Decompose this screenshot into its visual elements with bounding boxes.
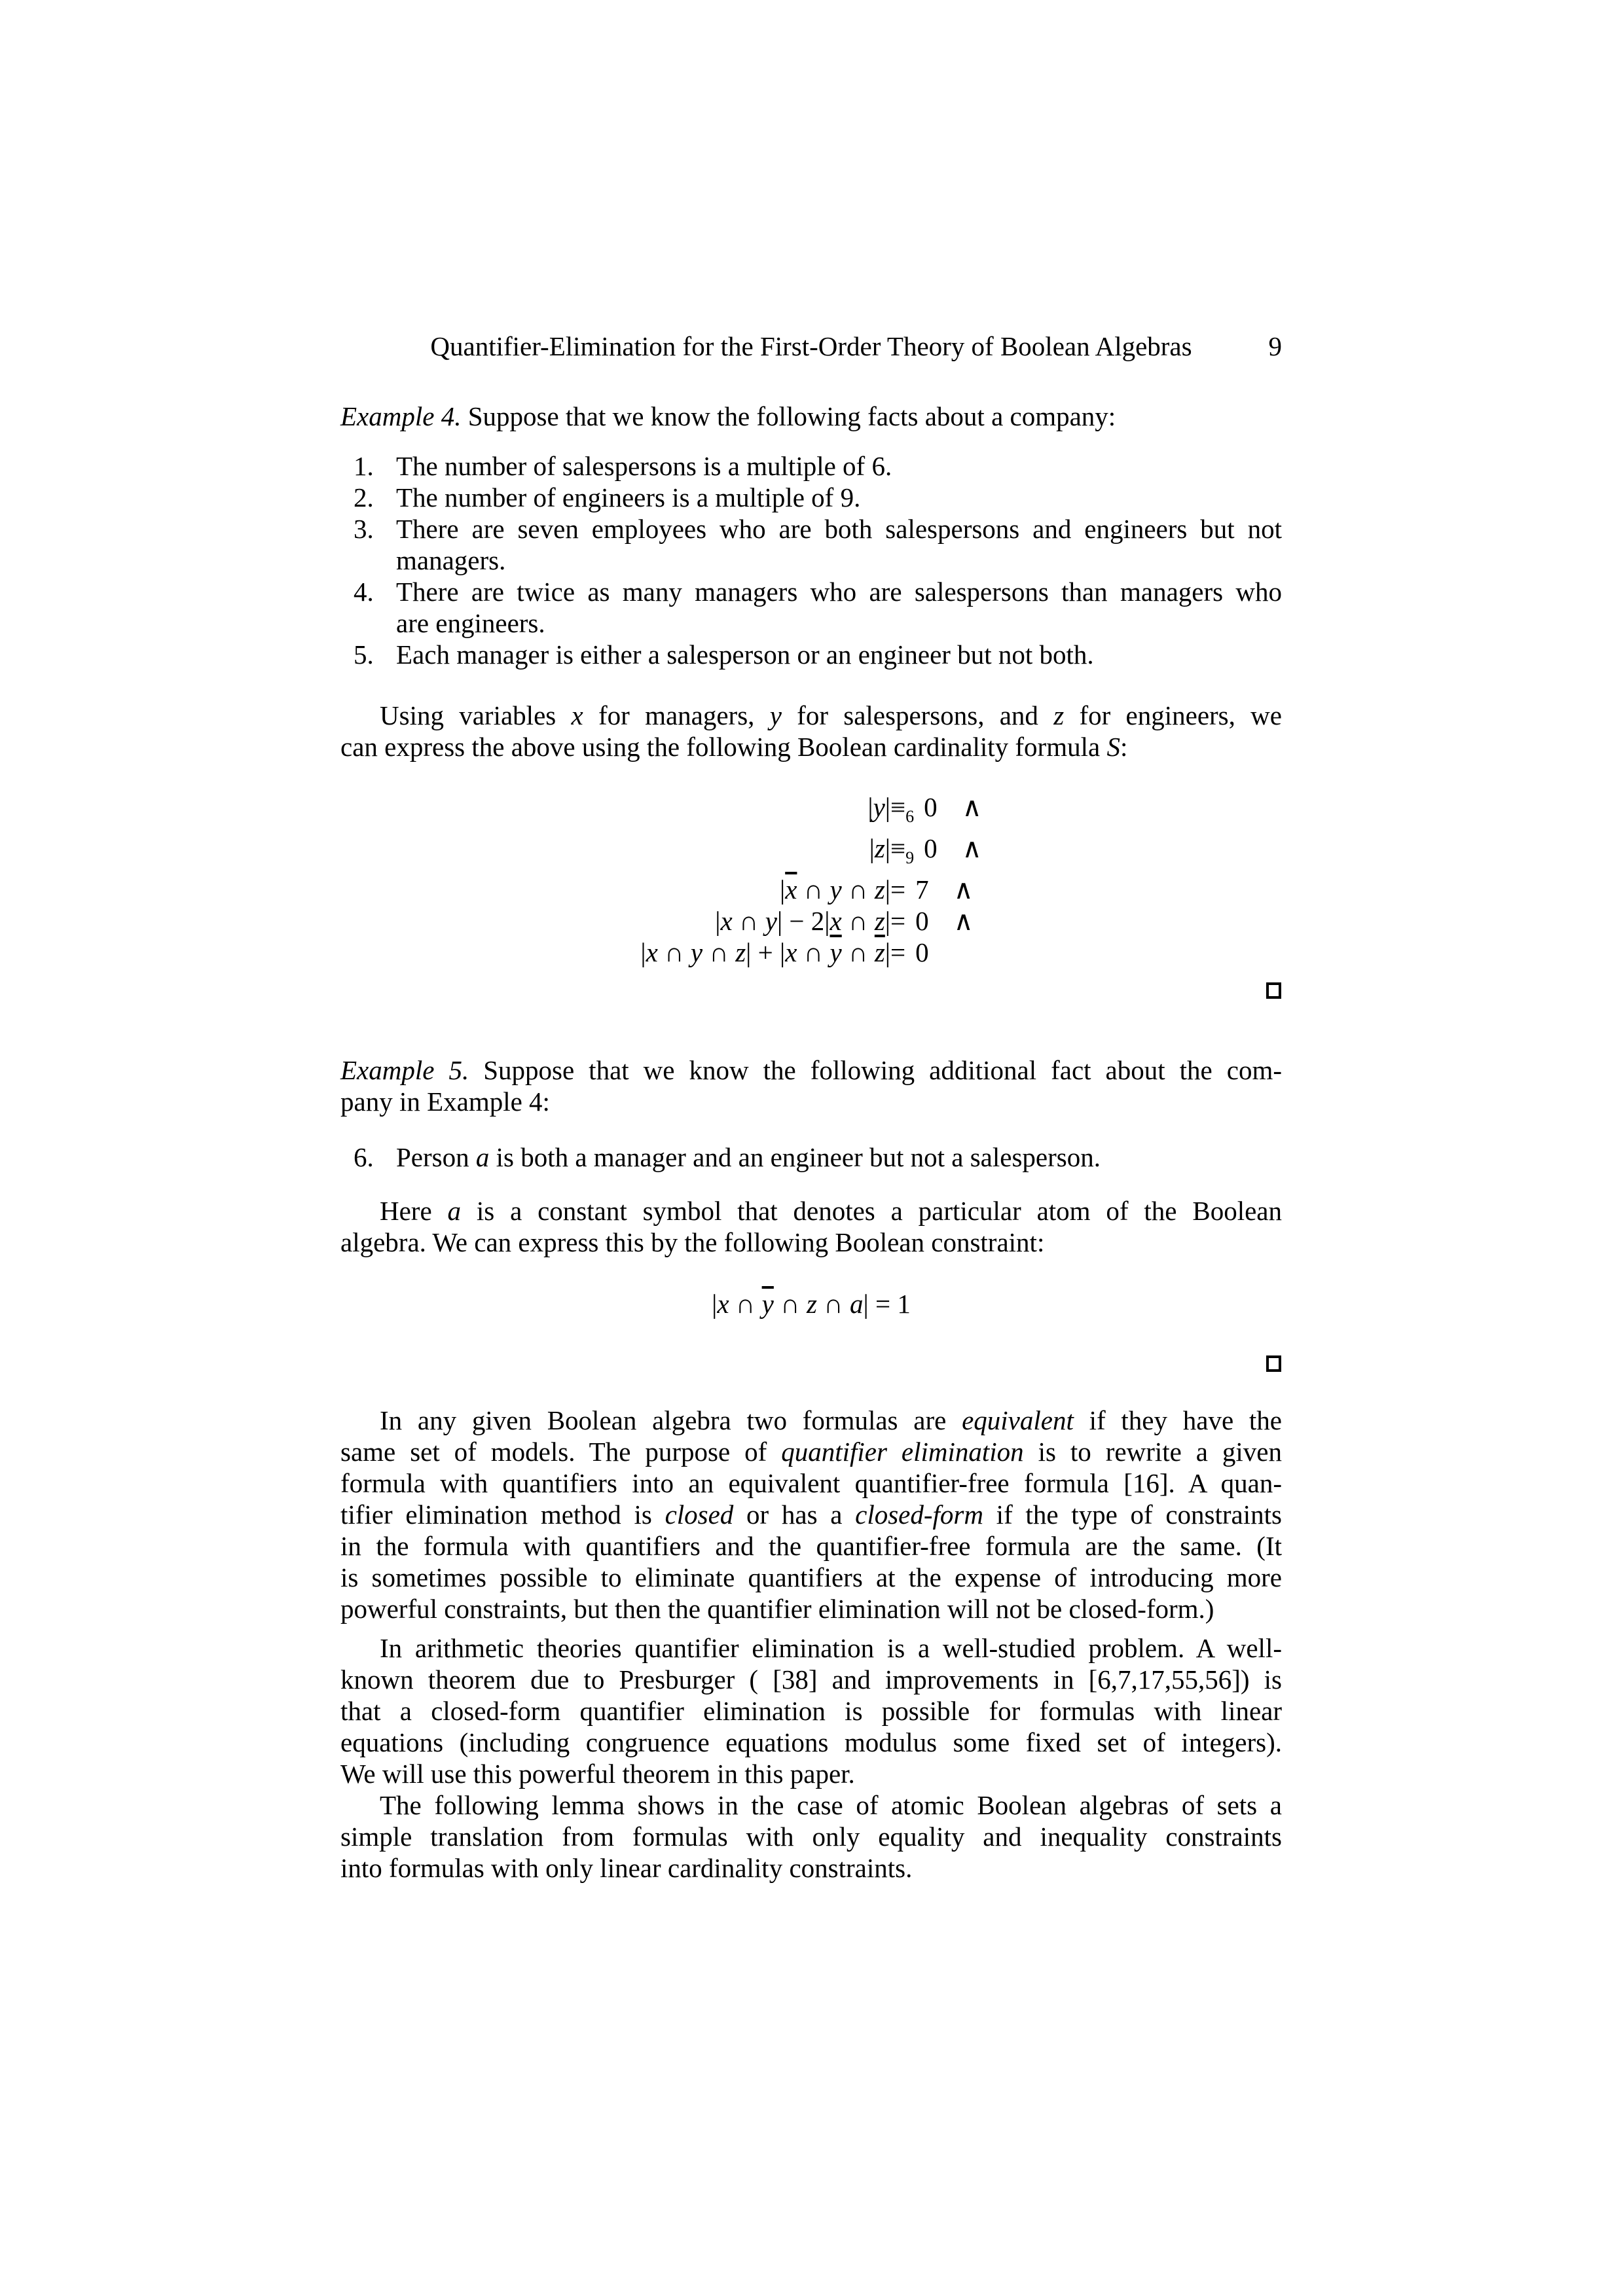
- item-text-continued: managers.: [396, 545, 506, 575]
- congruence-relation: [890, 833, 915, 868]
- equals-value: | = 1: [863, 1289, 911, 1319]
- text-run: if the type of constraints: [983, 1499, 1282, 1530]
- equation-row: [640, 833, 981, 874]
- paragraph-line: is sometimes possible to eliminate quantifiers at the expense of introducing more: [340, 1562, 1282, 1592]
- paragraph-line: [340, 700, 1282, 731]
- list-item: [340, 1141, 1282, 1173]
- conjunction-symbol: ∧: [962, 833, 982, 864]
- paragraph-line: that a closed-form quantifier elimination is possible for formulas with linear: [340, 1696, 1282, 1726]
- intersection-op: ∩: [797, 874, 830, 905]
- math-var: y: [765, 906, 777, 937]
- math-var-bar: $\overline{y}$: [830, 937, 842, 968]
- item-number: 3.: [354, 514, 374, 544]
- item-number: 5.: [354, 639, 374, 670]
- intersection-op: ∩: [841, 874, 875, 905]
- list-item: [340, 482, 1282, 513]
- modulus-subscript: 9: [905, 848, 915, 868]
- math-var: y: [830, 874, 842, 905]
- rhs-value: 0: [915, 906, 929, 937]
- math-var: y: [690, 937, 703, 968]
- equation-lhs: [640, 874, 890, 905]
- math-var-bar: $\overline{x}$: [785, 874, 797, 905]
- equation-lhs: [640, 833, 890, 874]
- math-var: z: [874, 874, 885, 905]
- equation-stack: [640, 791, 981, 968]
- equation-row: [640, 937, 981, 968]
- item-text: Each manager is either a salesperson or an engineer but not both.: [396, 639, 1094, 670]
- congruence-relation: [890, 792, 915, 827]
- equation-rhs: [890, 833, 982, 874]
- math-var: a: [475, 1142, 490, 1172]
- example5-heading-text: Suppose that we know the following additional fact about the com-: [469, 1055, 1282, 1085]
- intersection-op: ∩: [657, 937, 691, 968]
- equation-lhs: [640, 791, 890, 833]
- conjunction-symbol: ∧: [953, 874, 974, 905]
- equation-rhs: [890, 937, 982, 968]
- math-var: x: [646, 937, 658, 968]
- conjunction-symbol: ∧: [962, 792, 982, 822]
- math-var: z: [1053, 700, 1065, 730]
- paragraph-line: [340, 1405, 1282, 1436]
- qed-box: [1266, 1355, 1281, 1372]
- text-run: In any given Boolean algebra two formulas are: [380, 1405, 962, 1435]
- paragraph-using-variables: [340, 700, 1282, 762]
- item-text: [396, 1141, 1282, 1173]
- math-var: z: [735, 937, 746, 968]
- paragraph-line: simple translation from formulas with only equality and inequality constraints: [340, 1821, 1282, 1852]
- relation-symbol: ≡: [890, 833, 906, 864]
- intersection-op: ∩: [841, 937, 875, 968]
- page-number: 9: [1268, 331, 1282, 361]
- math-delim: |: [884, 906, 891, 937]
- item-text: The number of engineers is a multiple of 9.: [396, 482, 861, 512]
- paragraph-line: algebra. We can express this by the following Boolean constraint:: [340, 1227, 1045, 1257]
- math-delim: |: [884, 833, 891, 864]
- example4-list: [340, 450, 1282, 670]
- math-delim: |: [779, 874, 786, 905]
- math-var: x: [785, 937, 797, 968]
- paragraph-line: powerful constraints, but then the quantifier elimination will not be closed-form.): [340, 1594, 1214, 1624]
- paragraph-line: into formulas with only linear cardinality constraints.: [340, 1853, 913, 1883]
- equation-rhs: [890, 791, 982, 833]
- paragraph-presburger: [340, 1632, 1282, 1789]
- paragraph-line: [340, 1499, 1282, 1530]
- emphasized-term: quantifier elimination: [781, 1437, 1024, 1467]
- math-var: S: [1106, 732, 1120, 762]
- text-run: or has a: [733, 1499, 856, 1530]
- paragraph-lemma-intro: [340, 1789, 1282, 1884]
- boolean-constraint-display: [340, 1288, 1282, 1319]
- item-text: There are seven employees who are both salespersons and engineers but not: [396, 514, 1282, 544]
- item-text: The number of salespersons is a multiple of 6.: [396, 451, 892, 481]
- text-run: Here: [380, 1196, 448, 1226]
- equation-row: [640, 905, 981, 937]
- math-delim: |: [867, 792, 873, 822]
- math-var: z: [874, 833, 885, 864]
- text-run: Person: [396, 1142, 476, 1172]
- math-delim: |: [640, 937, 646, 968]
- emphasized-term: closed: [665, 1499, 734, 1530]
- rhs-value: 0: [915, 937, 929, 968]
- equation-row: [640, 874, 981, 905]
- intersection-op: ∩: [841, 906, 875, 937]
- paragraph-line: In arithmetic theories quantifier elimination is a well-studied problem. A well-: [380, 1633, 1282, 1663]
- list-item: [340, 639, 1282, 670]
- item-number: 1.: [354, 451, 374, 481]
- item-number: 6.: [354, 1142, 374, 1172]
- example5-list: [340, 1141, 1282, 1173]
- math-var: y: [873, 792, 885, 822]
- running-header: [340, 331, 1282, 362]
- intersection-op: ∩: [732, 906, 765, 937]
- math-var: x: [720, 906, 733, 937]
- item-text-continued: are engineers.: [396, 608, 545, 638]
- math-var: a: [447, 1196, 462, 1226]
- text-run: is both a manager and an engineer but not a salesperson.: [489, 1142, 1101, 1172]
- text-run: Using variables: [380, 700, 572, 730]
- math-var: z: [806, 1289, 817, 1319]
- paragraph-line: We will use this powerful theorem in this paper.: [340, 1759, 855, 1789]
- text-run: is to rewrite a given: [1023, 1437, 1283, 1467]
- math-var: a: [850, 1289, 864, 1319]
- math-delim: |: [712, 1289, 718, 1319]
- text-run: tifier elimination method is: [340, 1499, 665, 1530]
- equation-lhs: [640, 937, 890, 968]
- example4-heading: [340, 401, 1282, 432]
- paragraph-line: known theorem due to Presburger ( [38] and improvements in [6,7,17,55,56]) is: [340, 1664, 1282, 1695]
- example5-label: Example 5.: [340, 1055, 469, 1085]
- math-var: y: [769, 700, 782, 730]
- list-item: [340, 513, 1282, 576]
- qed-box: [1266, 982, 1281, 999]
- paragraph-here-constant: [340, 1195, 1282, 1258]
- intersection-op: ∩: [702, 937, 736, 968]
- math-delim: |: [884, 792, 891, 822]
- math-var: x: [830, 906, 842, 937]
- text-run: can express the above using the following Boolean cardinality formula: [340, 732, 1107, 762]
- math-var: x: [571, 700, 583, 730]
- paragraph-line: formula with quantifiers into an equivalent quantifier-free formula [16]. A quan-: [340, 1468, 1282, 1498]
- rhs-value: 7: [915, 874, 929, 905]
- paragraph-line: in the formula with quantifiers and the quantifier-free formula are the same. (It: [340, 1531, 1282, 1561]
- text-run: same set of models. The purpose of: [340, 1437, 782, 1467]
- cardinality-formula-display: [340, 791, 1282, 968]
- math-delim: |: [884, 937, 891, 968]
- emphasized-term: closed-form: [855, 1499, 983, 1530]
- relation-symbol: =: [890, 874, 906, 905]
- equation-rhs: [890, 874, 982, 905]
- item-number: 2.: [354, 482, 374, 512]
- intersection-op: ∩: [797, 937, 830, 968]
- plus-delim: | + |: [746, 937, 786, 968]
- item-number: 4.: [354, 577, 374, 607]
- paragraph-line: [340, 731, 1282, 762]
- paragraph-line: [340, 1436, 1282, 1467]
- paragraph-equivalence: [340, 1405, 1282, 1624]
- equation-lhs: [640, 905, 890, 937]
- item-text: There are twice as many managers who are salespersons than managers who: [396, 577, 1282, 607]
- math-var-bar: $\overline{z}$: [874, 937, 885, 968]
- example4-heading-text: Suppose that we know the following facts about a company:: [461, 401, 1116, 431]
- text-run: for managers,: [583, 700, 770, 730]
- math-var: x: [717, 1289, 729, 1319]
- math-delim: |: [715, 906, 721, 937]
- example5-heading: [340, 1054, 1282, 1117]
- math-delim: |: [869, 833, 875, 864]
- minus-coefficient: | − 2|: [776, 906, 830, 937]
- text-run: if they have the: [1073, 1405, 1282, 1435]
- text-run: for salespersons, and: [781, 700, 1054, 730]
- emphasized-term: equivalent: [962, 1405, 1074, 1435]
- intersection-op: ∩: [816, 1289, 850, 1319]
- modulus-subscript: 6: [905, 807, 915, 827]
- list-item: [340, 450, 1282, 482]
- paragraph-line: [340, 1195, 1282, 1227]
- equation-row: [640, 791, 981, 833]
- paragraph-line: equations (including congruence equations modulus some fixed set of integers).: [340, 1727, 1282, 1757]
- text-run: :: [1120, 732, 1128, 762]
- math-var: z: [874, 906, 885, 937]
- rhs-value: 0: [924, 833, 938, 864]
- list-item: [340, 576, 1282, 639]
- intersection-op: ∩: [729, 1289, 762, 1319]
- intersection-op: ∩: [773, 1289, 807, 1319]
- math-var-bar: $\overline{y}$: [761, 1289, 774, 1319]
- text-run: for engineers, we: [1064, 700, 1282, 730]
- conjunction-symbol: ∧: [953, 906, 974, 937]
- text-run: is a constant symbol that denotes a particular atom of the Boolean: [461, 1196, 1282, 1226]
- paragraph-line: The following lemma shows in the case of atomic Boolean algebras of sets a: [380, 1790, 1282, 1820]
- rhs-value: 0: [924, 792, 938, 822]
- equation-rhs: [890, 905, 982, 937]
- relation-symbol: ≡: [890, 792, 906, 822]
- paragraph-line: [340, 1054, 1282, 1086]
- paragraph-line: pany in Example 4:: [340, 1086, 550, 1117]
- math-delim: |: [884, 874, 891, 905]
- example4-label: Example 4.: [340, 401, 462, 431]
- running-header-title: Quantifier-Elimination for the First-Order Theory of Boolean Algebras: [430, 331, 1192, 361]
- relation-symbol: =: [890, 906, 906, 937]
- relation-symbol: =: [890, 937, 906, 968]
